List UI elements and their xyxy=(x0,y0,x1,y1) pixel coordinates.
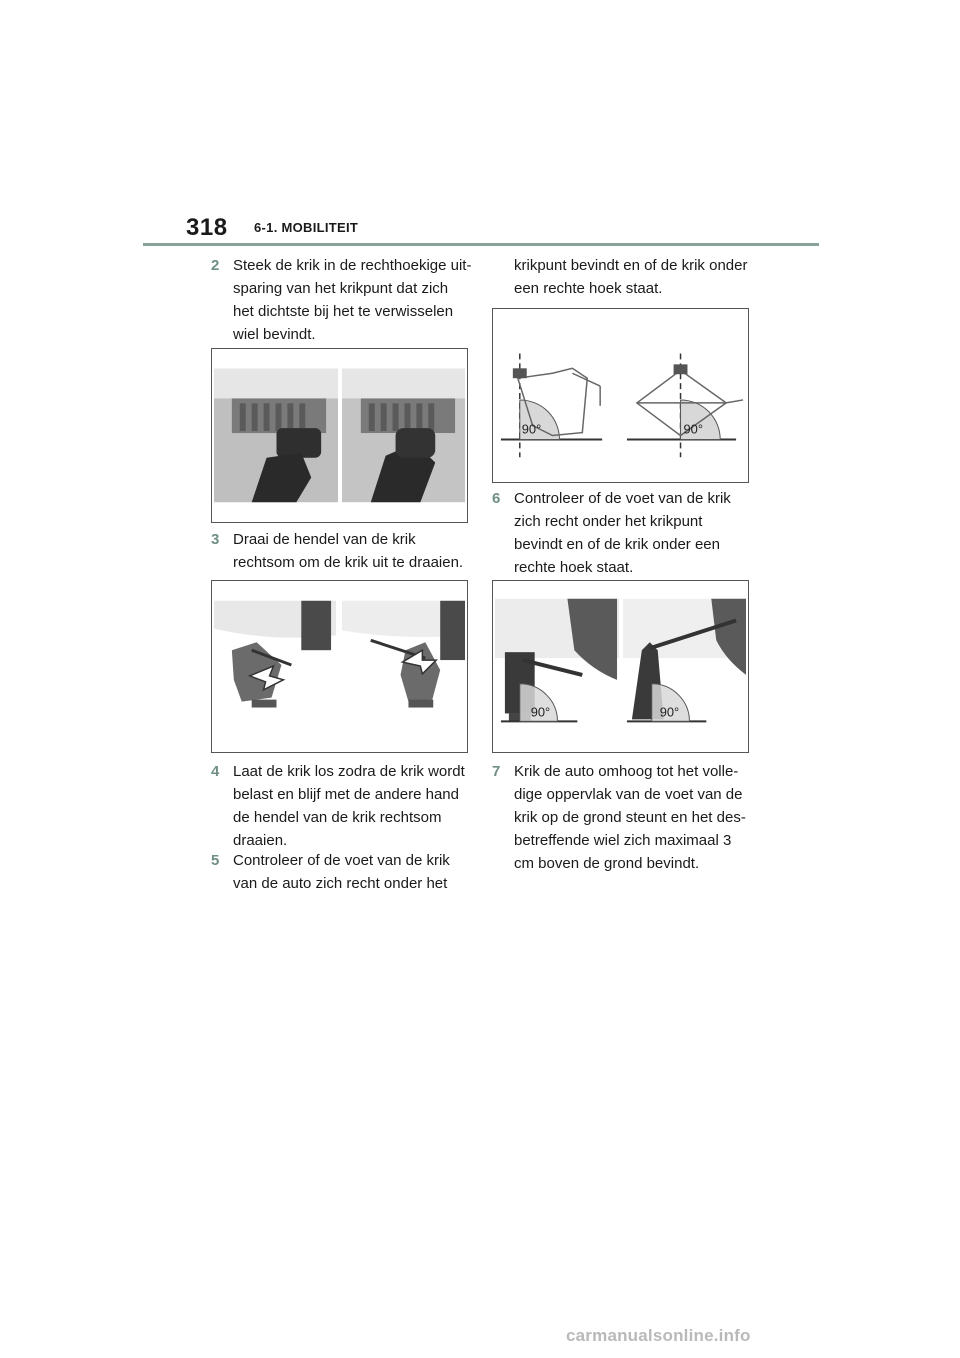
step-text: Controleer of de voet van de krik zich recht onder het krikpunt bevindt en of de krik onder een rechte hoek staat. xyxy=(514,490,731,576)
step-6 xyxy=(492,487,754,579)
step-2 xyxy=(211,254,473,346)
figure-crank-jack xyxy=(211,580,468,753)
step-number: 5 xyxy=(211,852,220,869)
step-5-continuation: krikpunt bevindt en of de krik onder een rechte hoek staat. xyxy=(514,257,748,297)
page-number: 318 xyxy=(186,214,228,241)
step-number: 6 xyxy=(492,490,501,507)
step-text: Steek de krik in de rechthoekige uit-sparing van het krikpunt dat zich het dichtste bij het te verwisselen wiel bevindt. xyxy=(233,257,472,343)
figure-jack-right-angle-photos xyxy=(492,580,749,753)
angle-label: 90° xyxy=(683,421,703,437)
section-title: 6-1. MOBILITEIT xyxy=(254,220,359,235)
header-rule xyxy=(143,243,819,246)
step-text: Controleer of de voet van de krik van de auto zich recht onder het xyxy=(233,852,450,892)
angle-label: 90° xyxy=(659,704,680,720)
step-5 xyxy=(211,849,473,895)
angle-label: 90° xyxy=(530,704,551,720)
step-4 xyxy=(211,760,473,852)
watermark-text: carmanualsonline.info xyxy=(566,1326,751,1345)
angle-label: 90° xyxy=(521,421,542,437)
step-text: Laat de krik los zodra de krik wordt belast en blijf met de andere hand de hendel van de krik rechtsom draaien. xyxy=(233,763,465,849)
step-number: 3 xyxy=(211,531,220,548)
step-text: Krik de auto omhoog tot het volle-dige oppervlak van de voet van de krik op de grond steunt en het des-betreffende wiel zich maximaal 3 cm boven de grond bevindt. xyxy=(514,763,746,872)
step-number: 7 xyxy=(492,763,501,780)
figure-right-angle-diagram xyxy=(492,308,749,483)
step-number: 2 xyxy=(211,257,220,274)
step-number: 4 xyxy=(211,763,220,780)
step-text: Draai de hendel van de krik rechtsom om de krik uit te draaien. xyxy=(233,531,464,571)
step-7 xyxy=(492,760,754,875)
figure-jack-insertion xyxy=(211,348,468,523)
step-3 xyxy=(211,528,473,574)
